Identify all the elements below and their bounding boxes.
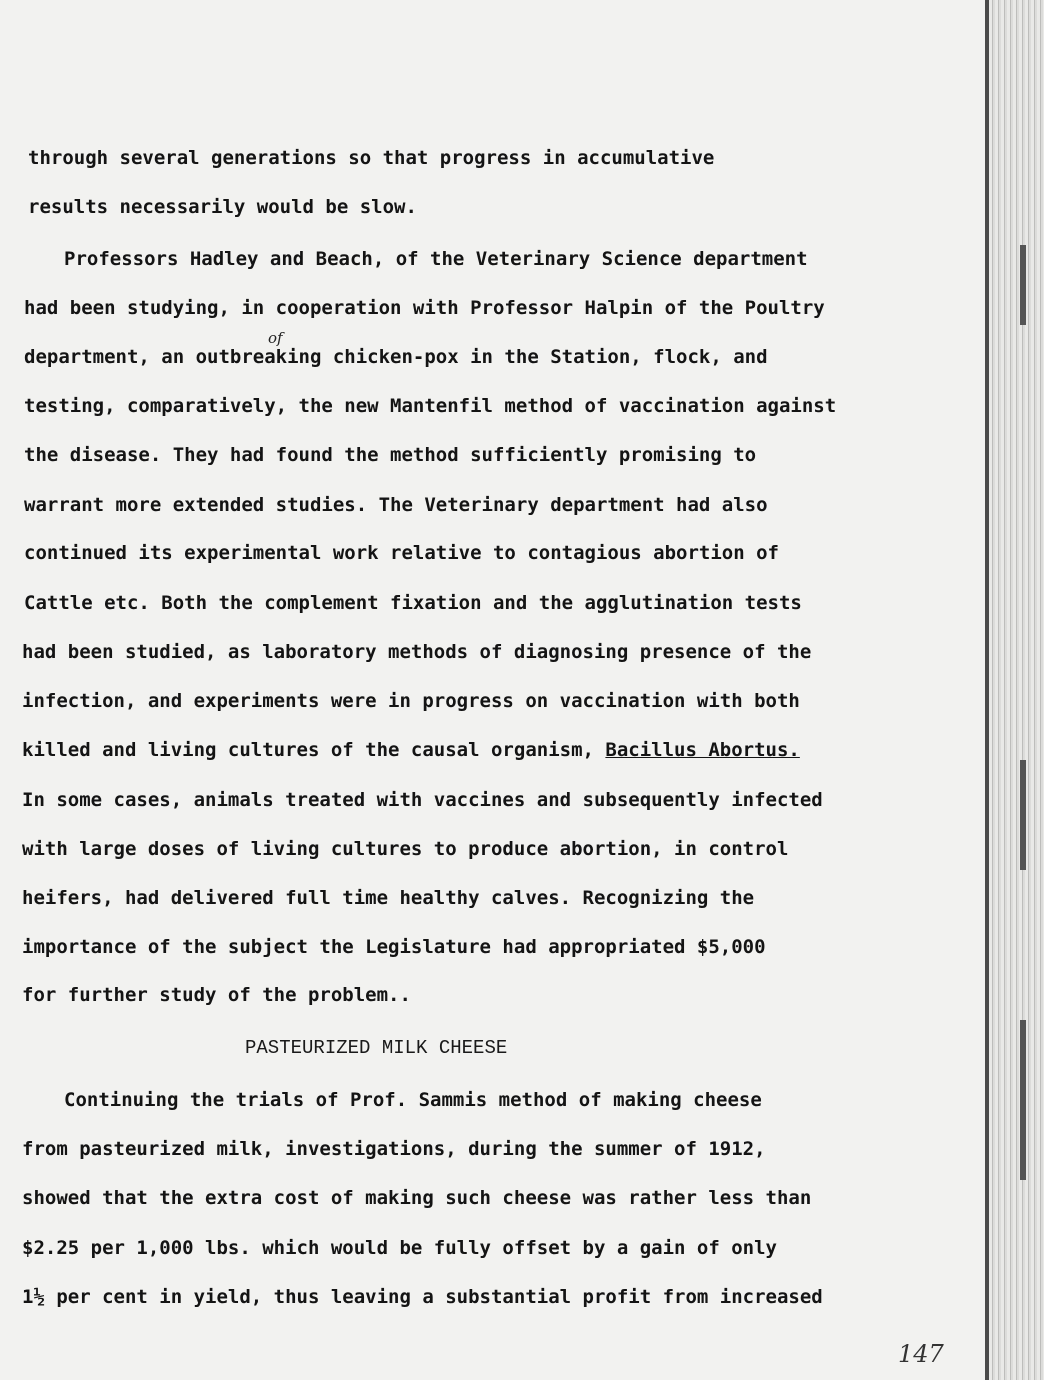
text-line: the disease. They had found the method sufficiently promising to [24, 444, 757, 466]
text-line: heifers, had delivered full time healthy calves. Recognizing the [22, 887, 755, 909]
text-line: $2.25 per 1,000 lbs. which would be fully offset by a gain of only [22, 1237, 777, 1259]
stack-tab-mark [1020, 760, 1026, 870]
text-line-part: killed and living cultures of the causal organism, [22, 739, 606, 761]
book-page-stack [989, 0, 1044, 1380]
text-line: Cattle etc. Both the complement fixation and the agglutination tests [24, 592, 802, 614]
text-line: showed that the extra cost of making such cheese was rather less than [22, 1187, 812, 1209]
page-number: 147 [898, 1340, 944, 1368]
text-line: had been studying, in cooperation with Professor Halpin of the Poultry [24, 297, 825, 319]
organism-name: Bacillus Abortus. [605, 739, 800, 761]
text-line: 1½ per cent in yield, thus leaving a substantial profit from increased [22, 1286, 823, 1308]
text-line: for further study of the problem.. [22, 984, 411, 1006]
text-line [22, 738, 800, 762]
handwritten-correction: of [268, 329, 283, 347]
text-line: from pasteurized milk, investigations, during the summer of 1912, [22, 1138, 766, 1160]
text-line: Continuing the trials of Prof. Sammis method of making cheese [64, 1089, 762, 1111]
stack-tab-mark [1020, 245, 1026, 325]
text-line: testing, comparatively, the new Mantenfil method of vaccination against [24, 395, 837, 417]
text-line: with large doses of living cultures to produce abortion, in control [22, 838, 789, 860]
text-line: through several generations so that progress in accumulative [28, 147, 715, 169]
text-line: infection, and experiments were in progress on vaccination with both [22, 690, 800, 712]
text-line: warrant more extended studies. The Veterinary department had also [24, 494, 768, 516]
text-line: had been studied, as laboratory methods of diagnosing presence of the [22, 641, 812, 663]
text-line: continued its experimental work relative to contagious abortion of [24, 542, 779, 564]
text-line: Professors Hadley and Beach, of the Veterinary Science department [64, 248, 808, 270]
text-line: In some cases, animals treated with vaccines and subsequently infected [22, 789, 823, 811]
text-line: importance of the subject the Legislature had appropriated $5,000 [22, 936, 766, 958]
text-line: department, an outbreaking chicken-pox in the Station, flock, and [24, 346, 768, 368]
text-line: results necessarily would be slow. [28, 196, 417, 218]
stack-tab-mark [1020, 1020, 1026, 1180]
section-heading: PASTEURIZED MILK CHEESE [245, 1037, 508, 1059]
